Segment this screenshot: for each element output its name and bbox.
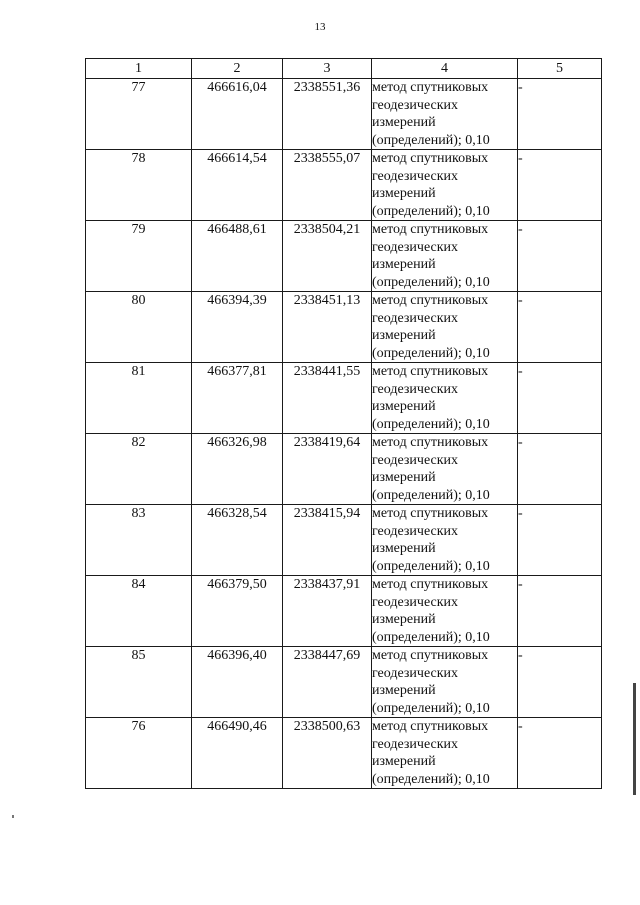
point-number-cell: 85 bbox=[86, 647, 192, 718]
method-line: метод спутниковых bbox=[372, 719, 489, 734]
table-header-row bbox=[86, 59, 602, 79]
method-line: измерений bbox=[372, 186, 436, 201]
method-line: метод спутниковых bbox=[372, 80, 489, 95]
method-cell bbox=[372, 292, 518, 363]
method-cell bbox=[372, 576, 518, 647]
note-cell: - bbox=[518, 79, 602, 150]
point-number-cell: 80 bbox=[86, 292, 192, 363]
method-line: геодезических bbox=[372, 736, 459, 752]
note-cell: - bbox=[518, 505, 602, 576]
y-coordinate-cell: 2338419,64 bbox=[283, 434, 372, 505]
method-line: (определений); 0,10 bbox=[372, 203, 490, 219]
method-line: геодезических bbox=[372, 381, 459, 397]
y-coordinate-cell: 2338500,63 bbox=[283, 718, 372, 789]
method-line: измерений bbox=[372, 754, 436, 769]
coordinates-table bbox=[85, 58, 602, 789]
x-coordinate-cell: 466379,50 bbox=[192, 576, 283, 647]
y-coordinate-cell: 2338415,94 bbox=[283, 505, 372, 576]
x-coordinate-cell: 466328,54 bbox=[192, 505, 283, 576]
column-header-4: 4 bbox=[372, 59, 518, 79]
note-cell: - bbox=[518, 718, 602, 789]
method-line: измерений bbox=[372, 328, 436, 343]
method-line: метод спутниковых bbox=[372, 435, 489, 450]
method-cell bbox=[372, 434, 518, 505]
method-line: (определений); 0,10 bbox=[372, 345, 490, 361]
method-line: геодезических bbox=[372, 523, 459, 539]
method-line: (определений); 0,10 bbox=[372, 629, 490, 645]
y-coordinate-cell: 2338451,13 bbox=[283, 292, 372, 363]
table-row bbox=[86, 221, 602, 292]
point-number-cell: 82 bbox=[86, 434, 192, 505]
x-coordinate-cell: 466490,46 bbox=[192, 718, 283, 789]
method-line: (определений); 0,10 bbox=[372, 487, 490, 503]
scan-speck bbox=[12, 815, 14, 818]
method-line: геодезических bbox=[372, 665, 459, 681]
method-line: метод спутниковых bbox=[372, 222, 489, 237]
x-coordinate-cell: 466616,04 bbox=[192, 79, 283, 150]
method-line: геодезических bbox=[372, 97, 459, 113]
method-line: измерений bbox=[372, 115, 436, 130]
method-line: метод спутниковых bbox=[372, 648, 489, 663]
method-line: геодезических bbox=[372, 239, 459, 255]
method-cell bbox=[372, 647, 518, 718]
method-cell bbox=[372, 363, 518, 434]
y-coordinate-cell: 2338447,69 bbox=[283, 647, 372, 718]
y-coordinate-cell: 2338504,21 bbox=[283, 221, 372, 292]
y-coordinate-cell: 2338555,07 bbox=[283, 150, 372, 221]
column-header-2: 2 bbox=[192, 59, 283, 79]
method-line: измерений bbox=[372, 470, 436, 485]
method-line: метод спутниковых bbox=[372, 506, 489, 521]
point-number-cell: 76 bbox=[86, 718, 192, 789]
note-cell: - bbox=[518, 647, 602, 718]
method-cell bbox=[372, 718, 518, 789]
method-line: метод спутниковых bbox=[372, 364, 489, 379]
point-number-cell: 79 bbox=[86, 221, 192, 292]
method-cell bbox=[372, 221, 518, 292]
method-cell bbox=[372, 150, 518, 221]
table-row bbox=[86, 505, 602, 576]
method-line: (определений); 0,10 bbox=[372, 416, 490, 432]
method-cell bbox=[372, 79, 518, 150]
point-number-cell: 77 bbox=[86, 79, 192, 150]
method-line: геодезических bbox=[372, 168, 459, 184]
method-line: метод спутниковых bbox=[372, 293, 489, 308]
method-line: измерений bbox=[372, 541, 436, 556]
column-header-3: 3 bbox=[283, 59, 372, 79]
table-row bbox=[86, 150, 602, 221]
method-line: измерений bbox=[372, 399, 436, 414]
note-cell: - bbox=[518, 150, 602, 221]
y-coordinate-cell: 2338551,36 bbox=[283, 79, 372, 150]
y-coordinate-cell: 2338441,55 bbox=[283, 363, 372, 434]
y-coordinate-cell: 2338437,91 bbox=[283, 576, 372, 647]
method-line: (определений); 0,10 bbox=[372, 771, 490, 787]
method-line: (определений); 0,10 bbox=[372, 700, 490, 716]
table-row bbox=[86, 718, 602, 789]
method-line: геодезических bbox=[372, 452, 459, 468]
scan-edge-mark bbox=[633, 683, 636, 795]
x-coordinate-cell: 466396,40 bbox=[192, 647, 283, 718]
x-coordinate-cell: 466614,54 bbox=[192, 150, 283, 221]
point-number-cell: 81 bbox=[86, 363, 192, 434]
method-line: (определений); 0,10 bbox=[372, 558, 490, 574]
page-number: 13 bbox=[314, 21, 326, 33]
x-coordinate-cell: 466394,39 bbox=[192, 292, 283, 363]
column-header-1: 1 bbox=[86, 59, 192, 79]
method-line: измерений bbox=[372, 683, 436, 698]
point-number-cell: 78 bbox=[86, 150, 192, 221]
method-line: метод спутниковых bbox=[372, 151, 489, 166]
point-number-cell: 84 bbox=[86, 576, 192, 647]
table-row bbox=[86, 292, 602, 363]
point-number-cell: 83 bbox=[86, 505, 192, 576]
table-row bbox=[86, 576, 602, 647]
method-line: геодезических bbox=[372, 310, 459, 326]
note-cell: - bbox=[518, 292, 602, 363]
table-row bbox=[86, 79, 602, 150]
note-cell: - bbox=[518, 434, 602, 505]
table-body bbox=[86, 79, 602, 789]
method-line: измерений bbox=[372, 612, 436, 627]
method-line: (определений); 0,10 bbox=[372, 274, 490, 290]
table-row bbox=[86, 434, 602, 505]
x-coordinate-cell: 466488,61 bbox=[192, 221, 283, 292]
method-line: измерений bbox=[372, 257, 436, 272]
method-line: геодезических bbox=[372, 594, 459, 610]
note-cell: - bbox=[518, 221, 602, 292]
table-row bbox=[86, 647, 602, 718]
table-row bbox=[86, 363, 602, 434]
note-cell: - bbox=[518, 363, 602, 434]
x-coordinate-cell: 466326,98 bbox=[192, 434, 283, 505]
method-line: (определений); 0,10 bbox=[372, 132, 490, 148]
note-cell: - bbox=[518, 576, 602, 647]
method-line: метод спутниковых bbox=[372, 577, 489, 592]
method-cell bbox=[372, 505, 518, 576]
column-header-5: 5 bbox=[518, 59, 602, 79]
x-coordinate-cell: 466377,81 bbox=[192, 363, 283, 434]
